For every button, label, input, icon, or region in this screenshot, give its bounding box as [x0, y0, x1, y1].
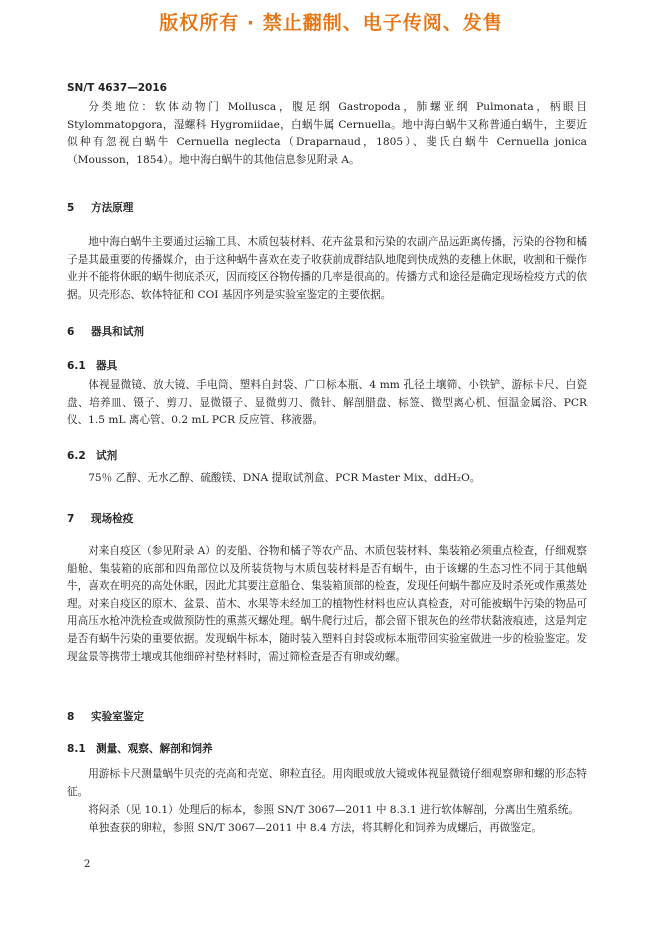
section-6-2-heading — [67, 448, 117, 463]
standard-code: SN/T 4637—2016 — [67, 82, 167, 94]
section-title: 方法原理 — [91, 202, 134, 214]
section-number: 6 — [67, 326, 75, 338]
section-title: 器具和试剂 — [91, 326, 144, 338]
section-6-1-body: 体视显微镜、放大镜、手电筒、塑料自封袋、广口标本瓶、4 mm 孔径土壤筛、小铁铲、游标卡尺、白瓷盘、培养皿、镊子、剪刀、显微镊子、显微剪刀、微针、解剖腊盘、标签、微型离心机、恒温金属浴、PCR 仪、1.5 mL 离心管、0.2 mL PCR 反应管、移液器。 — [67, 379, 587, 427]
section-6-2-body: 75％ 乙醇、无水乙醇、硫酸镁、DNA 提取试剂盒、PCR Master Mix、ddH₂O。 — [88, 472, 481, 484]
classification-paragraph: 分类地位：软体动物门 Mollusca，腹足纲 Gastropoda，肺螺亚纲 Pulmonata，柄眼目 Stylommatopgora，湿螺科 Hygromiidae，白蜗牛属 Cernuella。地中海白蜗牛又称普通白蜗牛，主要近似种有忽视白蜗牛 Cernuella neglecta（Draparnaud，1805）、斐氏白蜗牛 Cernuella jonica（Mousson，1854）。地中海白蜗牛的其他信息参见附录 A。 — [67, 101, 587, 166]
watermark: 版权所有 · 禁止翻制、电子传阅、发售 — [159, 12, 503, 34]
section-8-1-body-1: 用游标卡尺测量蜗牛贝壳的壳高和壳宽、卵粒直径。用肉眼或放大镜或体视显微镜仔细观察卵和螺的形态特征。 — [67, 768, 587, 798]
section-title: 器具 — [96, 360, 118, 372]
section-title: 实验室鉴定 — [91, 711, 144, 723]
section-number: 5 — [67, 202, 75, 214]
section-title: 试剂 — [96, 450, 118, 462]
section-5-heading — [67, 200, 133, 215]
section-number: 7 — [67, 513, 75, 525]
section-number: 8 — [67, 711, 75, 723]
section-7-body: 对来自疫区（参见附录 A）的麦船、谷物和橘子等农产品、木质包装材料、集装箱必须重点检查，仔细观察船舱、集装箱的底部和四角部位以及所装货物与木质包装材料是否有蜗牛，由于该螺的生态习性不同于其他蜗牛，喜欢在明亮的高处休眠，因此尤其要注意船仓、集装箱顶部的检查，发现任何蜗牛都应及时杀死或作熏蒸处理。对来自疫区的原木、盆景、苗木、水果等未经加工的植物性材料也应认真检查，对可能被蜗牛污染的物品可用高压水枪冲洗检查或做预防性的熏蒸灭螺处理。蜗牛爬行过后，都会留下银灰色的丝带状黏液痕迹，这是判定是否有蜗牛污染的重要依据。发现蜗牛标本，随时装入塑料自封袋或标本瓶带回实验室做进一步的检验鉴定。发现盆景等携带土壤或其他细碎衬垫材料时，需过筛检查是否有卵或幼螺。 — [67, 545, 587, 663]
section-8-1-body-2: 将闷杀（见 10.1）处理后的标本，参照 SN/T 3067—2011 中 8.3.1 进行软体解剖，分离出生殖系统。 — [88, 804, 580, 816]
section-8-heading — [67, 709, 144, 724]
page-number: 2 — [84, 859, 91, 870]
section-title: 现场检疫 — [91, 513, 134, 525]
section-8-1-heading — [67, 741, 213, 756]
section-number: 8.1 — [67, 743, 86, 755]
section-6-1-heading — [67, 358, 117, 373]
section-5-body: 地中海白蜗牛主要通过运输工具、木质包装材料、花卉盆景和污染的农副产品远距离传播，污染的谷物和橘子是其最重要的传播媒介，由于这种蜗牛喜欢在麦子收获前成群结队地爬到快成熟的麦穗上休眠，收割和干燥作业并不能将休眠的蜗牛彻底杀灭，因而疫区谷物传播的几率是很高的。传播方式和途径是确定现场检疫方式的依据。贝壳形态、软体特征和 COI 基因序列是实验室鉴定的主要依据。 — [67, 236, 587, 301]
section-number: 6.2 — [67, 450, 86, 462]
section-6-heading — [67, 324, 144, 339]
section-8-1-body-3: 单独查获的卵粒，参照 SN/T 3067—2011 中 8.4 方法，将其孵化和饲养为成螺后，再做鉴定。 — [88, 822, 542, 834]
section-title: 测量、观察、解剖和饲养 — [96, 743, 213, 755]
section-7-heading — [67, 511, 133, 526]
section-number: 6.1 — [67, 360, 86, 372]
